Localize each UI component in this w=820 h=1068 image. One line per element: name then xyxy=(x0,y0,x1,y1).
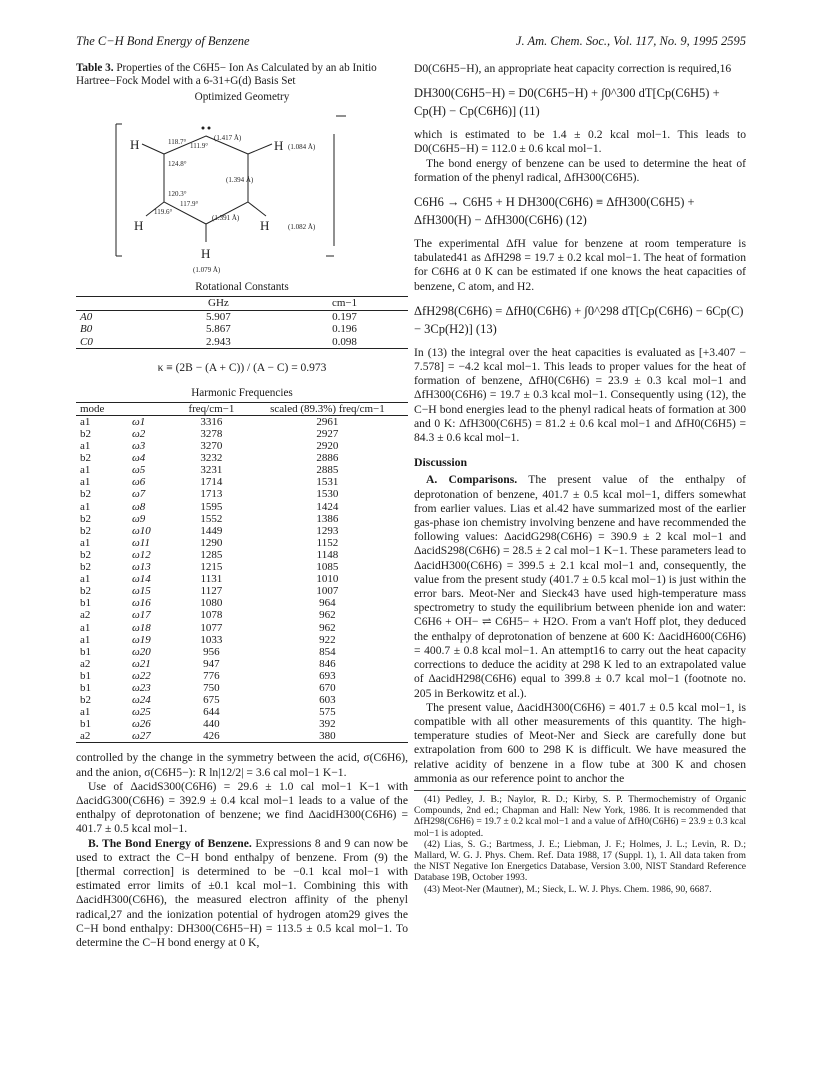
table-row xyxy=(76,415,408,428)
table-cell: 575 xyxy=(319,706,336,719)
table-row xyxy=(76,476,408,488)
table-cell: 750 xyxy=(203,681,220,694)
col-header: mode xyxy=(80,402,105,415)
angle-label-2: 111.9° xyxy=(190,142,209,151)
table-cell: b1 xyxy=(80,669,91,682)
table-cell: 1152 xyxy=(316,536,339,549)
table-cell: 675 xyxy=(203,694,220,707)
table-cell: ω11 xyxy=(132,536,150,549)
table-cell: b2 xyxy=(80,694,91,707)
table-cell: ω16 xyxy=(132,597,151,610)
table-cell: ω21 xyxy=(132,657,151,670)
table-cell: a2 xyxy=(80,730,91,743)
table-cell: ω3 xyxy=(132,440,146,453)
h-atom-bottom: H xyxy=(201,246,211,262)
table-row xyxy=(76,452,408,464)
table-row xyxy=(76,323,408,336)
paragraph: controlled by the change in the symmetry between the acid, σ(C6H6), and the anion, σ(C6H5−): R ln|12/2| = 3.6 cal mol−1 K−1. xyxy=(76,751,408,779)
col-header xyxy=(76,297,156,311)
angle-label-4: 120.3° xyxy=(168,190,187,199)
left-column xyxy=(76,62,408,950)
table-cell: 2920 xyxy=(316,440,339,453)
table-caption xyxy=(76,62,408,88)
ch-bond-label-3: (1.079 Å) xyxy=(193,266,221,275)
equation-12: C6H6 → C6H5 + H DH300(C6H6) ≡ ΔfH300(C6H5) + ΔfH300(H) − ΔfH300(C6H6) (12) xyxy=(414,195,695,228)
table-row xyxy=(76,718,408,730)
table-row xyxy=(76,336,408,349)
table-cell: a1 xyxy=(80,633,91,646)
table-cell: 1033 xyxy=(200,633,223,646)
table-row xyxy=(76,682,408,694)
paragraph: which is estimated to be 1.4 ± 0.2 kcal mol−1. This leads to D0(C6H5−H) = 112.0 ± 0.6 kcal mol−1. xyxy=(414,128,746,156)
table-row xyxy=(76,597,408,609)
table-row xyxy=(76,585,408,597)
equation-13: ΔfH298(C6H6) = ΔfH0(C6H6) + ∫0^298 dT[Cp(C6H6) − 6Cp(C) − 3Cp(H2)] (13) xyxy=(414,303,744,336)
table-cell: 1552 xyxy=(200,512,223,525)
col-header xyxy=(128,402,176,415)
table-cell: ω26 xyxy=(132,718,151,731)
h-atom-right: H xyxy=(274,138,284,154)
ch-bond-label-1: (1.084 Å) xyxy=(288,143,316,152)
table-cell: a1 xyxy=(80,440,91,453)
asymmetry-parameter: κ ≡ (2B − (A + C)) / (A − C) = 0.973 xyxy=(157,362,327,375)
table-cell: a2 xyxy=(80,657,91,670)
table-cell: 3278 xyxy=(200,428,223,440)
table-cell: b2 xyxy=(80,488,91,501)
paragraph-text: The present value of the enthalpy of deprotonation of benzene, 401.7 ± 0.5 kcal mol−1, differs somewhat from earlier values. Lias et al.42 have summarized most of the earlier gas-phase ion chemistry involving benzene and have recommended the following values: ΔacidG298(C6H6) = 390.9 ± 2 kcal mol−1 and ΔacidS298(C6H6) = 28.5 ± 2 cal mol−1 K−1. These parameters lead to ΔacidH300(C6H6) = 399.5 ± 2.1 kcal mol−1 and, consequently, the value from the present study (401.7 ± 0.5 kcal mol−1) is just within the error bars. Meot-Ner and Sieck43 have used high-temperature mass spectrometry to study the equilibrium between phenide ion and water: C6H6 + OH− ⇌ C6H5− + H2O. From a van't Hoff plot, they deduced the enthalpy of deprotonation of benzene at 600 K: ΔacidH600(C6H6) = 400.7 ± 0.8 kcal mol−1. An attempt16 to carry out the heat capacity corrections to deduce the acidity at 298 K led to an extrapolated value of ΔacidH298(C6H6) equal to 399.8 ± 0.7 kcal mol−1 (footnote no. 205 in Berkowitz et al.). xyxy=(414,473,746,700)
table-cell: ω14 xyxy=(132,573,151,586)
table-cell: ω27 xyxy=(132,730,151,743)
table-cell: ω2 xyxy=(132,428,146,440)
table-cell: 426 xyxy=(203,730,220,743)
table-cell: 0.098 xyxy=(332,335,357,348)
table-row xyxy=(76,609,408,621)
table-cell: ω8 xyxy=(132,500,146,513)
table-cell: 1078 xyxy=(200,609,223,622)
table-cell: 1010 xyxy=(316,573,339,586)
rotational-constants-table xyxy=(76,296,408,349)
paragraph-text: Expressions 8 and 9 can now be used to extract the C−H bond enthalpy of benzene. From (9) the [thermal correction] is determined to be −0.1 kcal mol−1 with estimated error limits of ±0.1 kcal mol−1. Combining this with ΔacidH300(C6H6), the measured electron affinity of the phenyl radical,27 and the ionization potential of hydrogen atom29 gives the C−H bond enthalpy: DH300(C6H5−H) = 113.5 ± 0.5 kcal mol−1. To determine the C−H bond energy at 0 K, xyxy=(76,836,408,950)
table-row xyxy=(76,525,408,537)
equation-11: DH300(C6H5−H) = D0(C6H5−H) + ∫0^300 dT[Cp(C6H5) + Cp(H) − Cp(C6H6)] (11) xyxy=(414,86,720,119)
h-atom-lower-left: H xyxy=(134,218,144,234)
right-column xyxy=(414,62,746,895)
table-cell: 644 xyxy=(203,706,220,719)
paragraph: The experimental ΔfH value for benzene at room temperature is tabulated41 as ΔfH298 = 19.7 ± 0.2 kcal mol−1. The heat of formation for C6H6 at 0 K can be estimated if one knows the heat capacities of benzene, C atom, and H2. xyxy=(414,237,746,293)
table-cell: 846 xyxy=(319,657,336,670)
footnote: (43) Meot-Ner (Mautner), M.; Sieck, L. W. J. Phys. Chem. 1986, 90, 6687. xyxy=(424,883,712,895)
bond-label-1: (1.417 Å) xyxy=(214,134,242,143)
table-cell: 947 xyxy=(203,657,220,670)
table-cell: b2 xyxy=(80,452,91,465)
table-cell: 776 xyxy=(203,669,220,682)
table-cell: 2885 xyxy=(316,464,339,477)
table-cell: 1080 xyxy=(200,597,223,610)
table-row xyxy=(76,513,408,525)
table-cell: ω17 xyxy=(132,609,151,622)
table-cell: 1127 xyxy=(200,585,223,598)
bond-label-3: (1.391 Å) xyxy=(212,214,240,223)
table-cell: ω18 xyxy=(132,621,151,634)
table-cell: a1 xyxy=(80,573,91,586)
table-cell: b1 xyxy=(80,645,91,658)
angle-label-6: 119.6° xyxy=(154,208,173,217)
harmonic-title: Harmonic Frequencies xyxy=(191,386,293,399)
table-cell: 392 xyxy=(319,718,336,731)
col-header: freq/cm−1 xyxy=(188,402,235,415)
table-cell: ω24 xyxy=(132,694,151,707)
table-row xyxy=(76,646,408,658)
table-label: Table 3. xyxy=(76,62,114,74)
paragraph xyxy=(76,837,408,951)
h-atom-lower-right: H xyxy=(260,218,270,234)
table-cell: 380 xyxy=(319,730,336,743)
table-cell: 5.907 xyxy=(206,310,231,323)
table-cell: 1713 xyxy=(200,488,223,501)
table-row xyxy=(76,658,408,670)
table-cell: 2886 xyxy=(316,452,339,465)
table-cell: C0 xyxy=(80,335,93,348)
table-cell: 2.943 xyxy=(206,335,231,348)
table-cell: b2 xyxy=(80,428,91,440)
footnote: (42) Lias, S. G.; Bartmess, J. E.; Liebman, J. F.; Holmes, J. L.; Levin, R. D.; Mallard, W. G. J. Phys. Chem. Ref. Data 1988, 17 (Suppl. 1), 1. All data taken from the NIST Negative Ion Energetics Database, Version 3.00, NIST Standard Reference Database 19B, October 1993. xyxy=(414,838,746,884)
paragraph: The present value, ΔacidH300(C6H6) = 401.7 ± 0.5 kcal mol−1, is compatible with all other measurements of this quantity. The high-temperature studies of Meot-Ner and Sieck are carefully done but extrapolation from 600 to 298 K is difficult. We have measured the relative acidity of benzene in a flow tube at 300 K and chosen ammonia as our reference point to anchor the xyxy=(414,700,746,785)
table-cell: 3316 xyxy=(200,415,223,428)
table-cell: 962 xyxy=(319,609,336,622)
table-cell: ω20 xyxy=(132,645,151,658)
table-cell: B0 xyxy=(80,323,93,336)
table-cell: ω5 xyxy=(132,464,146,477)
table-row xyxy=(76,670,408,682)
table-row xyxy=(76,706,408,718)
table-cell: 603 xyxy=(319,694,336,707)
table-cell: ω25 xyxy=(132,706,151,719)
table-cell: 1531 xyxy=(316,476,339,489)
table-cell: 964 xyxy=(319,597,336,610)
table-cell: ω9 xyxy=(132,512,146,525)
table-cell: 0.196 xyxy=(332,323,357,336)
table-cell: b2 xyxy=(80,585,91,598)
table-cell: 1131 xyxy=(200,573,223,586)
table-cell: a1 xyxy=(80,536,91,549)
table-cell: b1 xyxy=(80,597,91,610)
table-cell: 956 xyxy=(203,645,220,658)
geometry-title: Optimized Geometry xyxy=(194,91,290,103)
table-cell: a1 xyxy=(80,500,91,513)
table-cell: a1 xyxy=(80,621,91,634)
table-cell: b2 xyxy=(80,561,91,574)
table-cell: ω19 xyxy=(132,633,151,646)
table-row xyxy=(76,440,408,452)
table-row xyxy=(76,730,408,743)
table-cell: 1290 xyxy=(200,536,223,549)
table-row xyxy=(76,464,408,476)
table-cell: 5.867 xyxy=(206,323,231,336)
table-cell: ω6 xyxy=(132,476,146,489)
paragraph: D0(C6H5−H), an appropriate heat capacity correction is required,16 xyxy=(414,62,732,75)
table-row xyxy=(76,622,408,634)
table-cell: b1 xyxy=(80,681,91,694)
table-caption-text: Properties of the C6H5− Ion As Calculated by an ab Initio Hartree−Fock Model with a 6-31+G(d) Basis Set xyxy=(76,62,377,87)
table-cell: 440 xyxy=(203,718,220,731)
harmonic-rows xyxy=(76,415,408,743)
table-cell: 1148 xyxy=(316,548,339,561)
table-cell: 1449 xyxy=(200,524,223,537)
footnotes xyxy=(414,790,746,895)
harmonic-frequencies-table xyxy=(76,402,408,744)
table-cell: ω22 xyxy=(132,669,151,682)
phenyl-anion-structure xyxy=(76,106,408,278)
table-cell: 922 xyxy=(319,633,336,646)
table-row xyxy=(76,634,408,646)
angle-label-5: 117.9° xyxy=(180,200,199,209)
section-heading: Discussion xyxy=(414,455,468,470)
table-cell: 3270 xyxy=(200,440,223,453)
table-cell: 1530 xyxy=(316,488,339,501)
table-cell: ω1 xyxy=(132,415,146,428)
footnote: (41) Pedley, J. B.; Naylor, R. D.; Kirby, S. P. Thermochemistry of Organic Compounds, 2nd ed.; Chapman and Hall: New York, 1986. It is recommended that ΔfH298(C6H6) = 19.7 ± 0.2 kcal mol−1 and a value of ΔfH0(C6H6) = 23.9 ± 0.3 kcal mol−1 is adopted. xyxy=(414,793,746,839)
table-cell: 670 xyxy=(319,681,336,694)
paragraph: Use of ΔacidS300(C6H6) = 29.6 ± 1.0 cal mol−1 K−1 with ΔacidG300(C6H6) = 392.9 ± 0.4 kcal mol−1 leads to a value of the enthalpy of deprotonation of benzene; we find ΔacidH300(C6H6) = 401.7 ± 0.5 kcal mol−1. xyxy=(76,779,408,836)
angle-label-3: 124.8° xyxy=(168,160,187,169)
table-cell: a1 xyxy=(80,464,91,477)
table-row xyxy=(76,694,408,706)
paragraph: The bond energy of benzene can be used to determine the heat of formation of the phenyl radical, ΔfH300(C6H5). xyxy=(414,156,746,184)
table-cell: a2 xyxy=(80,609,91,622)
table-cell: ω7 xyxy=(132,488,146,501)
journal-citation: J. Am. Chem. Soc., Vol. 117, No. 9, 1995 2595 xyxy=(515,34,746,48)
table-cell: 1085 xyxy=(316,561,339,574)
table-row xyxy=(76,549,408,561)
table-cell: 962 xyxy=(319,621,336,634)
table-cell: 1714 xyxy=(200,476,223,489)
ch-bond-label-2: (1.082 Å) xyxy=(288,223,316,232)
table-cell: 2961 xyxy=(316,415,339,428)
table-cell: a1 xyxy=(80,706,91,719)
table-row xyxy=(76,561,408,573)
table-header-row xyxy=(76,297,408,311)
angle-label-1: 118.7° xyxy=(168,138,187,147)
table-row xyxy=(76,573,408,585)
paragraph xyxy=(414,473,746,700)
table-cell: a1 xyxy=(80,476,91,489)
table-cell: 3232 xyxy=(200,452,223,465)
table-header-row xyxy=(76,402,408,415)
table-cell: ω4 xyxy=(132,452,146,465)
table-cell: ω12 xyxy=(132,548,151,561)
table-row xyxy=(76,501,408,513)
table-cell: 693 xyxy=(319,669,336,682)
table-cell: 1386 xyxy=(316,512,339,525)
col-header: scaled (89.3%) freq/cm−1 xyxy=(270,402,385,415)
col-header: cm−1 xyxy=(331,297,358,310)
table-row xyxy=(76,488,408,500)
table-cell: 3231 xyxy=(200,464,223,477)
table-cell: 1215 xyxy=(200,561,223,574)
table-cell: 854 xyxy=(319,645,336,658)
table-cell: ω10 xyxy=(132,524,151,537)
bond-label-2: (1.394 Å) xyxy=(226,176,254,185)
table-cell: 1077 xyxy=(200,621,223,634)
running-title: The C−H Bond Energy of Benzene xyxy=(76,34,250,48)
table-cell: 1007 xyxy=(316,585,339,598)
table-row xyxy=(76,310,408,323)
table-cell: ω15 xyxy=(132,585,151,598)
table-cell: b1 xyxy=(80,718,91,731)
table-row xyxy=(76,428,408,440)
table-row xyxy=(76,537,408,549)
table-cell: b2 xyxy=(80,548,91,561)
table-cell: b2 xyxy=(80,512,91,525)
paragraph: In (13) the integral over the heat capacities is evaluated as [+3.407 − 7.578] = −4.2 kcal mol−1. This leads to proper values for the heat of formation of benzene, ΔfH0(C6H6) = 23.9 ± 0.3 kcal mol−1 and ΔfH300(C6H6) = 19.7 ± 0.3 kcal mol−1. Consequently using (12), the C−H bond energies lead to the phenyl radical heats of formation at 300 and 0 K: ΔfH300(C6H5) = 81.2 ± 0.6 kcal mol−1 and ΔfH0(C6H5) = 84.3 ± 0.6 kcal mol−1. xyxy=(414,345,746,445)
col-header: GHz xyxy=(208,297,229,310)
molecule-diagram xyxy=(76,106,408,278)
table-cell: 1424 xyxy=(316,500,339,513)
table-cell: b2 xyxy=(80,524,91,537)
table-cell: a1 xyxy=(80,415,91,428)
section-heading: B. The Bond Energy of Benzene. xyxy=(88,836,252,850)
table-cell: 1293 xyxy=(316,524,339,537)
table-cell: 1285 xyxy=(200,548,223,561)
table-cell: ω23 xyxy=(132,681,151,694)
rotational-title: Rotational Constants xyxy=(195,281,289,294)
subsection-heading: A. Comparisons. xyxy=(426,473,518,487)
table-cell: 0.197 xyxy=(332,310,357,323)
table-cell: A0 xyxy=(80,310,93,323)
h-atom-left: H xyxy=(130,137,140,153)
table-cell: ω13 xyxy=(132,561,151,574)
table-cell: 1595 xyxy=(200,500,223,513)
table-cell: 2927 xyxy=(316,428,339,440)
